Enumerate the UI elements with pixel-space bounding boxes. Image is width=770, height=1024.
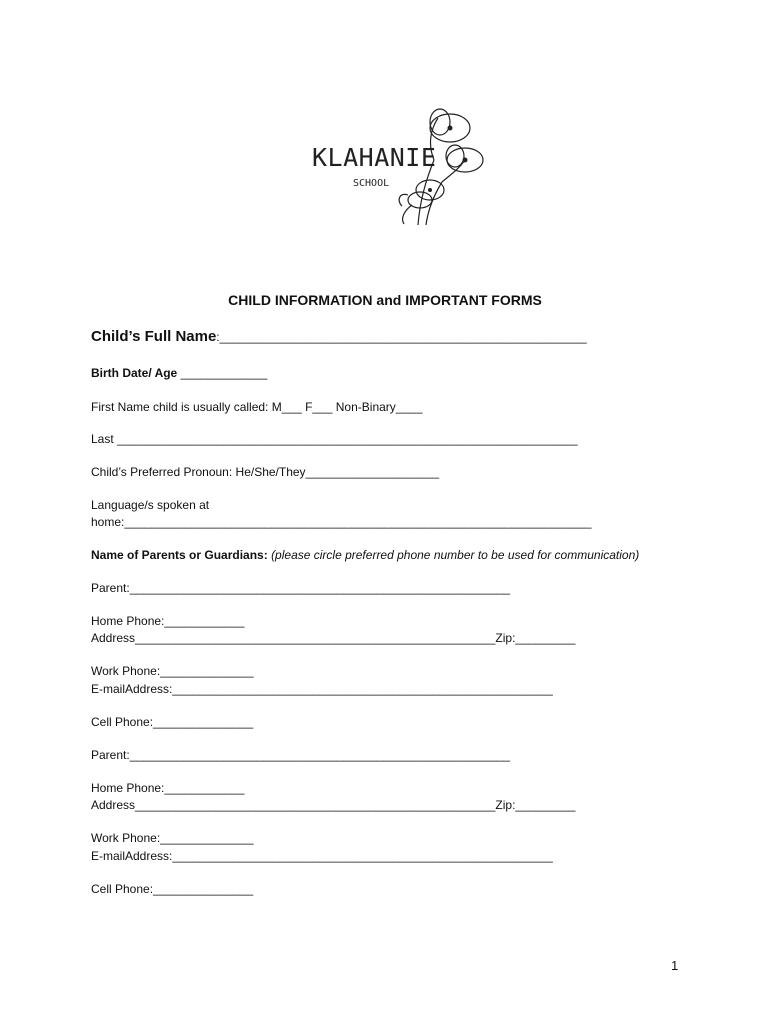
language-label: Language/s spoken at (91, 498, 210, 512)
birth-date-row (91, 366, 267, 380)
last-name-row[interactable]: Last _____________________________________________________________________ (91, 432, 578, 446)
child-full-name-label: Child’s Full Name (91, 328, 217, 345)
parent2-name-row[interactable]: Parent:_________________________________________________________ (91, 748, 511, 762)
parent2-work-phone-row[interactable]: Work Phone:______________ (91, 831, 254, 845)
parent1-work-phone-row[interactable]: Work Phone:______________ (91, 664, 254, 678)
school-logo (300, 100, 490, 228)
child-full-name-blank[interactable]: :_______________________________________________________ (216, 330, 587, 344)
page-number: 1 (671, 958, 679, 973)
parent1-address-row[interactable]: Address______________________________________________________Zip:_________ (91, 631, 576, 645)
parent1-cell-phone-row[interactable]: Cell Phone:_______________ (91, 715, 254, 729)
parent1-name-row[interactable]: Parent:_________________________________________________________ (91, 581, 511, 595)
language-home-row[interactable]: home:______________________________________________________________________ (91, 515, 592, 529)
pronoun-row[interactable]: Child’s Preferred Pronoun: He/She/They____________________ (91, 465, 440, 479)
parent1-home-phone-row[interactable]: Home Phone:____________ (91, 614, 245, 628)
first-name-row[interactable]: First Name child is usually called: M___ F___ Non-Binary____ (91, 400, 423, 414)
parent1-email-row[interactable]: E-mailAddress:_________________________________________________________ (91, 682, 553, 696)
parents-heading-row (91, 548, 639, 562)
child-full-name-row (91, 328, 587, 345)
logo-subtitle: SCHOOL (353, 178, 390, 189)
parent2-address-row[interactable]: Address______________________________________________________Zip:_________ (91, 798, 576, 812)
parents-heading: Name of Parents or Guardians: (91, 548, 268, 562)
parent2-email-row[interactable]: E-mailAddress:_________________________________________________________ (91, 849, 553, 863)
birth-date-label: Birth Date/ Age (91, 366, 178, 380)
birth-date-blank[interactable]: _____________ (180, 366, 268, 380)
parents-note: (please circle preferred phone number to be used for communication) (271, 548, 640, 562)
logo-brand: KLAHANIE (312, 143, 437, 172)
parent2-cell-phone-row[interactable]: Cell Phone:_______________ (91, 882, 254, 896)
parent2-home-phone-row[interactable]: Home Phone:____________ (91, 781, 245, 795)
flower-logo-icon (300, 100, 490, 228)
form-title: CHILD INFORMATION and IMPORTANT FORMS (228, 292, 542, 308)
